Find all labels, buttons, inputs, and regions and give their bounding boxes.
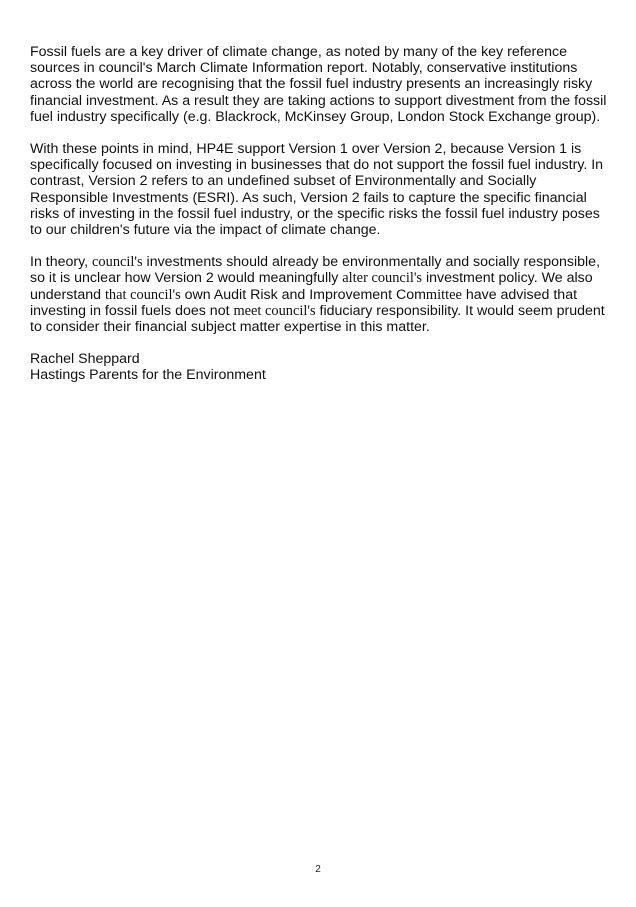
- text-run-serif: alter council's: [342, 270, 423, 287]
- paragraph-council-investments: [30, 254, 615, 335]
- text-run-serif: council's: [92, 254, 143, 271]
- text-run: fiduciary responsibility. It would seem prudent to consider their financial subject matter expertise in this matter.: [30, 302, 605, 336]
- text-run-serif: meet council's: [233, 302, 316, 319]
- text-run-serif: that council's: [104, 286, 181, 303]
- page-number: 2: [315, 864, 321, 875]
- text-run: investments should already be environmentally and socially responsible, so it is unclear how Version 2 would meaningfully: [30, 254, 601, 287]
- text-run: investment policy. We also understand: [30, 270, 593, 303]
- signature-name: Rachel Sheppard: [30, 351, 140, 368]
- text-run: own Audit Risk and Improvement Com: [180, 286, 426, 303]
- text-run: have advised that investing in fossil fuels does not: [30, 286, 578, 319]
- document-body: [30, 44, 615, 384]
- paragraph-version-support: With these points in mind, HP4E support Version 1 over Version 2, because Version 1 is specifically focused on investing in businesses that do not support the fossil fuel industry. In contrast, Version 2 refers to an undefined subset of Environmentally and Socially Responsible Investments (ESRI). As such, Version 2 fails to capture the specific financial risks of investing in the fossil fuel industry, or the specific risks the fossil fuel industry poses to our children's future via the impact of climate change.: [30, 141, 604, 239]
- signature-organization: Hastings Parents for the Environment: [30, 367, 266, 384]
- signature-block: [30, 351, 615, 383]
- text-run-serif: mittee: [425, 286, 462, 303]
- text-run: In theory,: [30, 254, 93, 271]
- paragraph-fossil-fuels-risk: Fossil fuels are a key driver of climate change, as noted by many of the key reference sources in council's March Climate Information report. Notably, conservative institutions across the world are recognising that the fossil fuel industry presents an increasingly risky financial investment. As a result they are taking actions to support divestment from the fossil fuel industry specifically (e.g. Blackrock, McKinsey Group, London Stock Exchange group).: [30, 44, 607, 125]
